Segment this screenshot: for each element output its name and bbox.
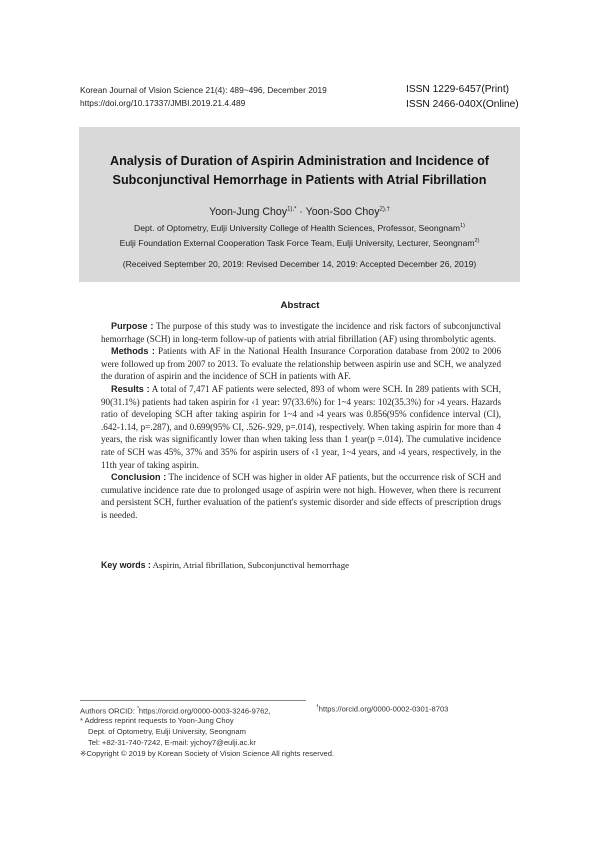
affiliation-1-text: Dept. of Optometry, Eulji University College of Health Sciences, Professor, Seongnam (134, 223, 461, 233)
abstract-methods (101, 345, 501, 383)
issn-print: ISSN 1229-6457(Print) (406, 84, 510, 95)
orcid-1-mark: * (136, 706, 139, 712)
orcid-2-link[interactable]: https://orcid.org/0000-0002-0301-8703 (318, 704, 449, 714)
affiliation-2 (79, 238, 520, 248)
purpose-text: The purpose of this study was to investigate the incidence and risk factors of subconjunctival hemorrhage (SCH) in long-term follow-up of patients with atrial fibrillation (AF) using thrombolytic agents. (101, 321, 501, 344)
abstract-body (101, 320, 501, 522)
doi-link[interactable]: https://doi.org/10.17337/JMBI.2019.21.4.489 (80, 98, 246, 108)
journal-citation (80, 84, 327, 110)
conclusion-label: Conclusion : (111, 472, 167, 483)
keywords-label: Key words : (101, 560, 151, 570)
title-line-1: Analysis of Duration of Aspirin Administration and Incidence of (109, 154, 489, 168)
reprint-department: Dept. of Optometry, Eulji University, Seongnam (88, 727, 246, 736)
author-1: Yoon-Jung Choy (209, 206, 288, 218)
affiliation-1-mark: 1) (460, 223, 465, 230)
footnote-divider (80, 700, 306, 701)
copyright-notice: ※Copyright © 2019 by Korean Society of Vision Science All rights reserved. (80, 749, 335, 758)
title-line-2: Subconjunctival Hemorrhage in Patients with Atrial Fibrillation (112, 173, 487, 187)
orcid-prefix: Authors ORCID: (80, 706, 137, 716)
abstract-conclusion (101, 471, 501, 521)
contact-info: Tel: +82-31-740-7242, E-mail: yjchoy7@eulji.ac.kr (88, 738, 256, 747)
orcid-2 (316, 704, 448, 714)
author-list (79, 206, 520, 218)
orcid-1-link[interactable]: https://orcid.org/0000-0003-3246-9762, (138, 706, 271, 716)
author-2-mark: 2),† (379, 206, 390, 213)
purpose-label: Purpose : (111, 321, 154, 331)
author-2: Yoon-Soo Choy (305, 206, 380, 218)
journal-line: Korean Journal of Vision Science 21(4): 489~496, December 2019 (80, 85, 327, 95)
affiliation-2-text: Eulji Foundation External Cooperation Task Force Team, Eulji University, Lecturer, Seongnam (119, 238, 475, 248)
methods-text: Patients with AF in the National Health Insurance Corporation database from 2002 to 2006 were followed up from 2007 to 2013. To evaluate the relationship between aspirin use and SCH, we analyzed the duration of aspirin and the incidence of SCH in patients with AF. (101, 346, 501, 382)
author-1-mark: 1),* (287, 206, 297, 213)
affiliation-2-mark: 2) (474, 238, 480, 245)
affiliation-1 (79, 223, 520, 233)
conclusion-text: The incidence of SCH was higher in older AF patients, but the occurrence risk of SCH and cumulative incidence rate due to prolonged usage of aspirin were not high. However, when there is recurrent and persistent SCH, further evaluation of the patient's systemic disorder and side effects of prescription drugs is needed. (101, 472, 501, 520)
received-dates: (Received September 20, 2019: Revised December 14, 2019: Accepted December 26, 2019) (122, 259, 477, 269)
results-label: Results : (111, 383, 150, 394)
results-text: A total of 7,471 AF patients were selected, 893 of whom were SCH. In 289 patients with SCH, 90(31.1%) patients had taken aspirin for ‹1 year: 97(33.6%) for 1~4 years: 102(35.3%) for ›4 years. Hazards ratio of developing SCH after taking aspirin for 1~4 and ›4 years was 0.856(95% confidence interval (CI), .642-1.14, p=.287), and 0.699(95% CI, .526-.929, p=.014), respectively. When taking aspirin for more than 4 years, the risk was significantly lower than when taking less than 1 year(p =.014). The cumulative incidence rate of SCH was 45%, 37% and 35% for aspirin users of ‹1 year, 1~4 years, and ›4 years, respectively, in the 11th year of taking aspirin. (101, 383, 501, 470)
reprint-request: * Address reprint requests to Yoon-Jung Choy (80, 716, 234, 725)
keywords (101, 560, 501, 570)
issn-online: ISSN 2466-040X(Online) (406, 99, 519, 110)
orcid-2-mark: † (316, 704, 319, 710)
abstract-results (101, 383, 501, 471)
keywords-value: Aspirin, Atrial fibrillation, Subconjunctival hemorrhage (150, 560, 350, 570)
issn-block (406, 82, 519, 112)
abstract-purpose (101, 320, 501, 345)
author-separator: · (296, 206, 306, 218)
methods-label: Methods : (111, 346, 155, 357)
title-box (79, 127, 520, 282)
article-title (79, 152, 520, 190)
abstract-heading: Abstract (280, 300, 320, 311)
